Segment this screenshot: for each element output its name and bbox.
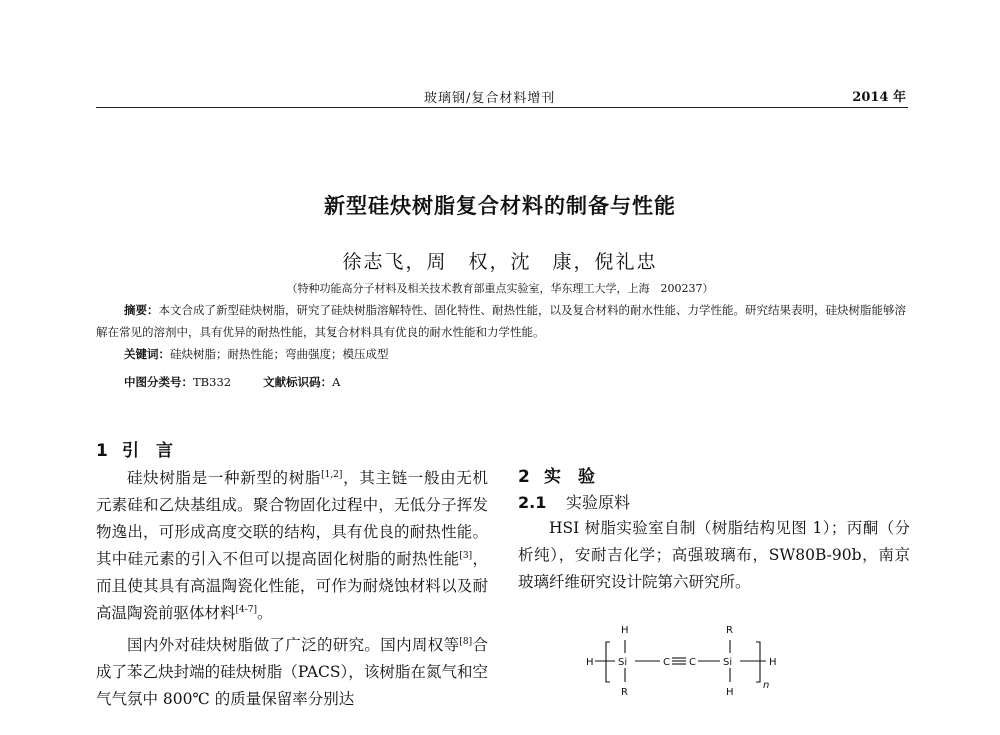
right-bracket: [756, 642, 760, 682]
paper-title: 新型硅炔树脂复合材料的制备与性能: [324, 194, 676, 218]
atom-si-2: Si: [723, 657, 733, 668]
keywords-line: [96, 343, 911, 365]
text-run: 。: [257, 604, 273, 622]
subsection-heading-materials: [518, 491, 910, 515]
section-number: 2: [518, 467, 530, 487]
abstract-block: [96, 299, 911, 393]
paper-authors: 徐志飞，周 权，沈 康，倪礼忠: [342, 251, 658, 273]
text-run: 合成了苯乙炔封端的硅炔树脂（PACS），该树脂在氮气和空气气氛中 800℃ 的质量保留率分别达: [96, 636, 488, 708]
section-title: 引 言: [122, 441, 173, 461]
repeat-index: n: [763, 680, 770, 691]
atom-h-right: H: [769, 657, 777, 668]
left-column: [96, 437, 488, 713]
clc-label: 中图分类号：: [124, 375, 193, 389]
materials-paragraph: HSI 树脂实验室自制（树脂结构见图 1）；丙酮（分析纯），安耐吉化学；高强玻璃布，SW80B-90b，南京玻璃纤维研究设计院第六研究所。: [518, 519, 910, 591]
citation: [3]: [459, 550, 473, 561]
abstract-text: 本文合成了新型硅炔树脂，研究了硅炔树脂溶解特性、固化特性、耐热性能，以及复合材料的耐水性能、力学性能。研究结果表明，硅炔树脂能够溶解在常见的溶剂中，具有优异的耐热性能，其复合材料具有优良的耐水性能和力学性能。: [96, 303, 906, 339]
atom-h-left: H: [586, 657, 594, 668]
paper-affiliation: （特种功能高分子材料及相关技术教育部重点实验室，华东理工大学，上海 200237）: [286, 282, 714, 295]
classification-line: [96, 371, 911, 393]
section-heading-intro: [96, 437, 488, 465]
atom-h-bottom: H: [726, 687, 734, 698]
section-title: 实 验: [544, 467, 595, 487]
atom-r-top: R: [726, 625, 733, 636]
citation: [8]: [459, 636, 473, 647]
section-number: 1: [96, 441, 108, 461]
citation: [4-7]: [235, 604, 258, 615]
structure-diagram: [580, 620, 810, 732]
abstract-paragraph: [96, 299, 911, 343]
subsection-number: 2.1: [518, 493, 547, 512]
keywords-text: 硅炔树脂；耐热性能；弯曲强度；模压成型: [170, 347, 389, 361]
abstract-label: 摘要：: [124, 303, 159, 317]
text-run: ，而且使其具有高温陶瓷化性能，可作为耐烧蚀材料以及耐高温陶瓷前驱体材料: [96, 550, 488, 622]
atom-si-1: Si: [618, 657, 628, 668]
header-rule: [96, 107, 908, 108]
running-header-journal: 玻璃钢/复合材料增刊: [424, 91, 556, 106]
intro-paragraph-1: [96, 465, 488, 627]
clc-value: TB332: [193, 375, 232, 389]
atom-c-1: C: [663, 657, 670, 668]
atom-h-top: H: [621, 625, 629, 636]
running-header-year: 2014 年: [852, 90, 906, 105]
subsection-title: 实验原料: [566, 493, 631, 512]
doc-code: [263, 375, 340, 389]
doc-code-value: A: [332, 375, 341, 389]
text-run: 硅炔树脂是一种新型的树脂: [127, 469, 322, 487]
keywords-label: 关键词：: [124, 347, 170, 361]
intro-paragraph-2: [96, 632, 488, 713]
doc-code-label: 文献标识码：: [263, 375, 333, 389]
atom-r-bottom: R: [621, 687, 628, 698]
atom-c-2: C: [689, 657, 696, 668]
section-heading-experiment: [518, 463, 910, 491]
citation: [1,2]: [321, 469, 343, 480]
text-run: ，其主链一般由无机元素硅和乙炔基组成。聚合物固化过程中，无低分子挥发物逸出，可形成高度交联的结构，具有优良的耐热性能。其中硅元素的引入不但可以提高固化树脂的耐热性能: [96, 469, 488, 568]
resin-structure-figure: [580, 620, 810, 732]
text-run: 国内外对硅炔树脂做了广泛的研究。国内周权等: [127, 636, 460, 654]
left-bracket: [606, 642, 610, 682]
right-column: [518, 463, 910, 596]
